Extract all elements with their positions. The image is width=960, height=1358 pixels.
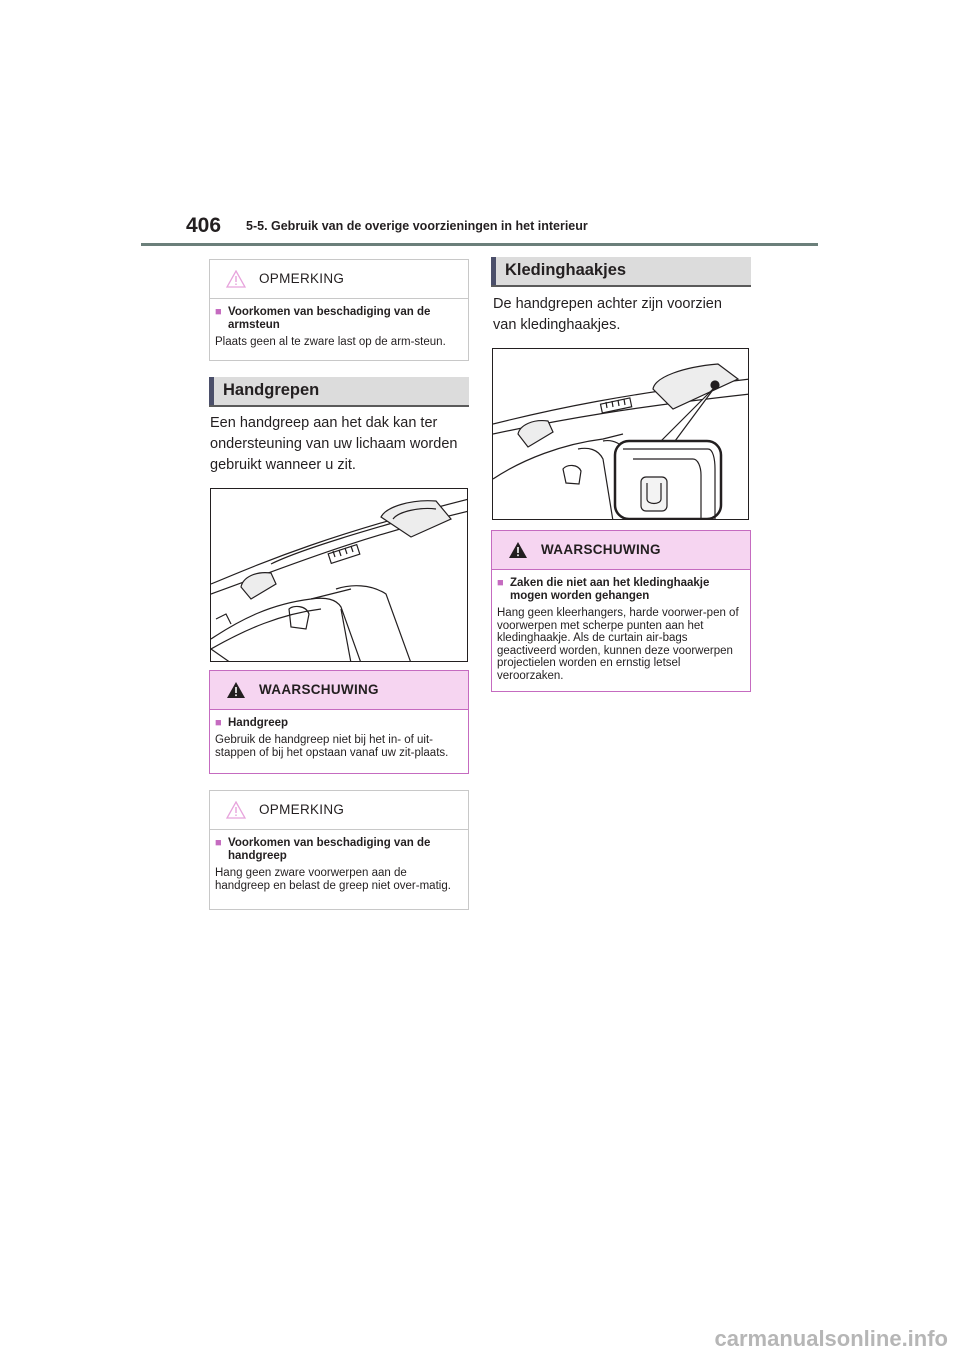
- section-header-title: 5-5. Gebruik van de overige voorzieningen in het interieur: [246, 219, 588, 233]
- illustration-clothes-hooks: [492, 348, 749, 520]
- section-heading-text: Kledinghaakjes: [505, 261, 627, 279]
- warning-item-title: Zaken die niet aan het kledinghaakje mogen worden gehangen: [510, 577, 710, 602]
- note-item-title: Voorkomen van beschadiging van de handgreep: [228, 837, 431, 862]
- bullet-square-icon: ■: [497, 577, 504, 589]
- warning-box-kledinghaakje: [491, 530, 751, 692]
- warning-header: [210, 671, 468, 710]
- section-heading-text: Handgrepen: [223, 381, 320, 399]
- bullet-square-icon: ■: [215, 837, 222, 849]
- watermark: carmanualsonline.info: [714, 1326, 948, 1351]
- handgrepen-paragraph: Een handgreep aan het dak kan ter ondersteuning van uw lichaam worden gebruikt wanneer u zit.: [210, 415, 458, 473]
- warning-item-text: Gebruik de handgreep niet bij het in- of uit-stappen of bij het opstaan vanaf uw zit-plaats.: [215, 734, 449, 759]
- bullet-square-icon: ■: [215, 306, 222, 318]
- note-header: [210, 260, 468, 299]
- section-accent-bar: [209, 377, 214, 405]
- caution-triangle-icon: [226, 801, 246, 819]
- note-box-armrest: [209, 259, 469, 361]
- note-item-title: Voorkomen van beschadiging van de armsteun: [228, 306, 431, 331]
- note-header: [210, 791, 468, 830]
- illustration-grab-handles: [210, 488, 468, 662]
- note-item-text: Plaats geen al te zware last op de arm-steun.: [215, 336, 446, 348]
- note-box-handgreep: [209, 790, 469, 910]
- header-divider: [141, 243, 818, 246]
- warning-item-title: Handgreep: [228, 717, 289, 729]
- warning-box-handgreep: [209, 670, 469, 774]
- warning-title: WAARSCHUWING: [259, 682, 379, 697]
- kledinghaakjes-paragraph: De handgrepen achter zijn voorzien van kledinghaakjes.: [493, 296, 722, 333]
- warning-item-text: Hang geen kleerhangers, harde voorwer-pen of voorwerpen met scherpe punten aan het kledinghaakje. Als de curtain air-bags geactiveerd worden, kunnen deze voorwerpen projectielen worden en ernstig letsel veroorzaken.: [497, 607, 739, 682]
- warning-header: [492, 531, 750, 570]
- note-title: OPMERKING: [259, 271, 345, 286]
- section-heading-handgrepen: [209, 377, 469, 407]
- section-heading-kledinghaakjes: [491, 257, 751, 287]
- bullet-square-icon: ■: [215, 717, 222, 729]
- caution-triangle-icon: [226, 270, 246, 288]
- warning-triangle-icon: [508, 541, 528, 559]
- note-title: OPMERKING: [259, 802, 345, 817]
- section-accent-bar: [491, 257, 496, 285]
- warning-triangle-icon: [226, 681, 246, 699]
- warning-title: WAARSCHUWING: [541, 542, 661, 557]
- note-item-text: Hang geen zware voorwerpen aan de handgreep en belast de greep niet over-matig.: [215, 867, 451, 892]
- page-number: 406: [186, 214, 222, 237]
